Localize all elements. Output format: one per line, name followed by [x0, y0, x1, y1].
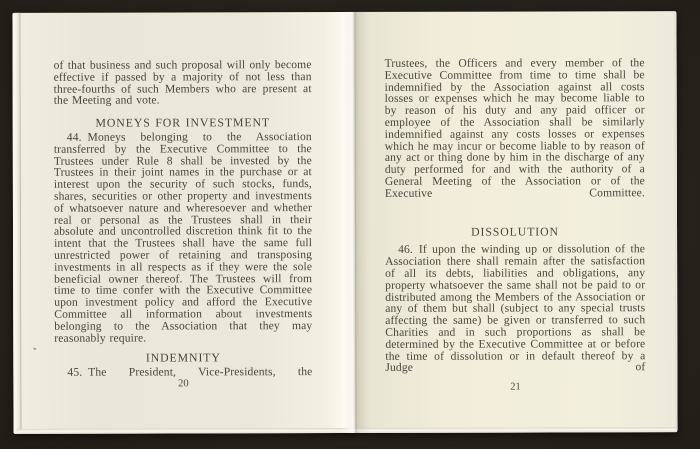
paragraph-continuation: of that business and such proposal will only become effective if passed by a majority of not less than three-fourths of such Members who are present at the Meeting and vote.	[53, 58, 312, 108]
rule-45-paragraph-continuation: Trustees, the Officers and every member of the Executive Committee from time to time shall be indemnified by the Association against all costs losses or expenses which he may become liable to by reason of his duty and any paid officer or employee of the Association shall be similarly indemnified against any costs losses or expenses which he may incur or become liable to by reason of any act or thing done by him in the discharge of any duty performed for and with the authority of a General Meeting of the Association or of the Executive Committee.	[384, 56, 645, 200]
page-number-left: 20	[178, 378, 189, 390]
book-spread	[12, 11, 677, 434]
section-heading-moneys-for-investment: MONEYS FOR INVESTMENT	[95, 115, 271, 130]
rule-44-paragraph: 44. Moneys belonging to the Association transferred by the Executive Committee to the Trustees under Rule 8 shall be invested by the Trustees in their joint names in the purchase or at interest upon the security of such stocks, funds, shares, securities or other property and investments of whatsoever nature and wheresoever and whether real or personal as the Trustees shall in their absolute and uncontrolled discretion think fit to the intent that the Trustees shall have the same full unrestricted power of retaining and transposing investments in all respects as if they were the sole beneficial owner thereof. The Trustees will from time to time confer with the Executive Committee upon investment policy and afford the Executive Committee all information about investments belonging to the Association that they may reasonably require.	[53, 130, 313, 345]
paper-speck	[33, 348, 36, 350]
page-stack-edge-left	[12, 13, 21, 434]
section-heading-dissolution: DISSOLUTION	[471, 224, 559, 239]
page-edge-right	[674, 13, 677, 430]
rule-45-paragraph-start: 45. The President, Vice-Presidents, the	[67, 365, 313, 379]
page-number-right: 21	[510, 381, 521, 393]
left-page	[54, 59, 313, 379]
rule-46-paragraph: 46. If upon the winding up or dissolution of the Association there shall remain after the satisfaction of all its debts, liabilities and obligations, any property whatsoever the same shall not be paid to or distributed among the Members of the Association or any of them but shall (subject to any special trusts affecting the same) be given or transferred to such Charities and in such proportions as shall be determined by the Executive Committee at or before the time of dissolution or in default thereof by a Judge of	[385, 242, 646, 375]
section-heading-indemnity: INDEMNITY	[145, 350, 221, 365]
right-page	[385, 57, 646, 374]
